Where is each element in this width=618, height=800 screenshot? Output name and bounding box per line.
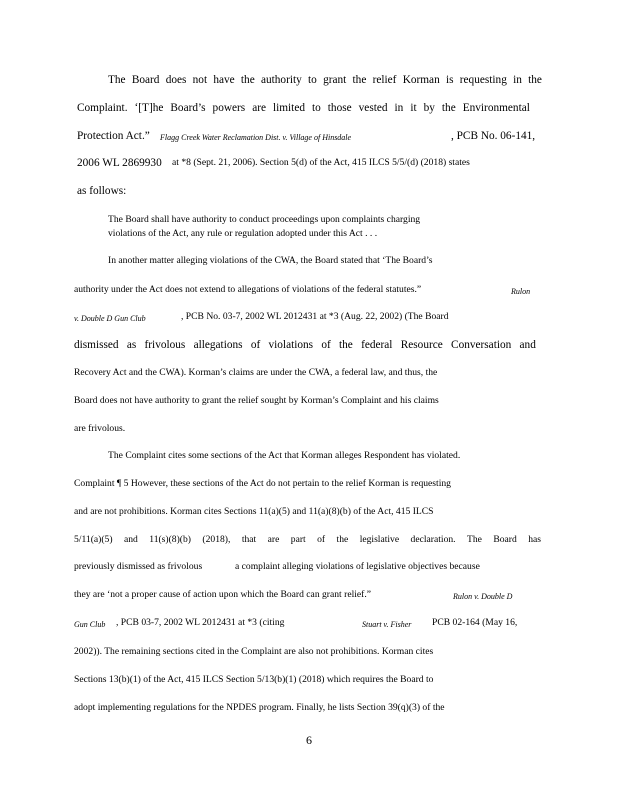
word: and: [123, 534, 138, 545]
word: powers: [212, 102, 246, 114]
p2-line3-end: , PCB No. 03-7, 2002 WL 2012431 at *3 (Aug. 22, 2002) (The Board: [181, 311, 449, 322]
word: legislative: [359, 534, 400, 545]
case-citation: Rulon v. Double D: [453, 592, 513, 601]
case-citation: Stuart v. Fisher: [362, 620, 412, 629]
p1-line1: [108, 73, 542, 87]
case-citation: Flagg Creek Water Reclamation Dist. v. Village of Hinsdale: [160, 133, 352, 142]
word: Board: [493, 534, 517, 545]
word: (2018),: [202, 534, 231, 545]
word: 5/11(a)(5): [74, 534, 113, 545]
p3-line2: Complaint ¶ 5 However, these sections of the Act do not pertain to the relief Korman is requesting: [74, 478, 451, 489]
p1-line4-start: 2006 WL 2869930: [77, 157, 162, 169]
word: The: [466, 534, 482, 545]
word: the: [352, 74, 367, 86]
p3-line4: [74, 533, 541, 547]
word: Complaint.: [77, 102, 128, 114]
word: the: [528, 74, 542, 86]
p3-line5-end: a complaint alleging violations of legislative objectives because: [235, 561, 480, 572]
block-quote-line1: The Board shall have authority to conduct proceedings upon complaints charging: [108, 214, 421, 225]
word: grant: [323, 74, 347, 86]
p2-line1: In another matter alleging violations of the CWA, the Board stated that ‘The Board’s: [108, 255, 433, 266]
word: that: [241, 534, 257, 545]
word: Board: [131, 74, 160, 86]
word: frivolous: [144, 339, 186, 351]
word: Resource: [400, 339, 443, 351]
word: not: [192, 74, 208, 86]
word: to: [312, 102, 321, 114]
word: have: [213, 74, 235, 86]
word: the: [336, 534, 349, 545]
word: those: [327, 102, 352, 114]
word: 11(s)(8)(b): [149, 534, 191, 545]
p1-line5: as follows:: [77, 185, 127, 197]
word: requesting: [459, 74, 507, 86]
p2-line2: authority under the Act does not extend to allegations of violations of the federal statutes.”: [74, 284, 422, 295]
p1-line2: [77, 101, 530, 115]
word: Environmental: [462, 102, 530, 114]
word: allegations: [193, 339, 243, 351]
word: of: [250, 339, 261, 351]
p3-line3: and are not prohibitions. Korman cites Sections 11(a)(5) and 11(a)(8)(b) of the Act, 415 ILCS: [74, 506, 434, 517]
case-citation: Gun Club: [74, 620, 106, 629]
word: of: [317, 534, 326, 545]
word: as: [126, 339, 137, 351]
word: federal: [361, 339, 393, 351]
word: does: [165, 74, 187, 86]
word: and: [519, 339, 536, 351]
p3-line7-end: PCB 02-164 (May 16,: [432, 617, 518, 628]
word: has: [528, 534, 541, 545]
word: by: [423, 102, 435, 114]
word: are: [267, 534, 280, 545]
word: authority: [260, 74, 302, 86]
word: dismissed: [74, 339, 119, 351]
word: of: [321, 339, 331, 351]
p3-line5-start: previously dismissed as frivolous: [74, 561, 203, 572]
p2-line6: Board does not have authority to grant the relief sought by Korman’s Complaint and his claims: [74, 395, 439, 406]
word: is: [445, 74, 454, 86]
page-number: 6: [306, 733, 312, 747]
word: violations: [268, 339, 314, 351]
word: The: [108, 74, 126, 86]
case-citation: Rulon: [511, 287, 531, 296]
p3-line9: Sections 13(b)(1) of the Act, 415 ILCS Section 5/13(b)(1) (2018) which requires the Board to: [74, 674, 434, 685]
p1-line3-start: Protection Act.”: [77, 130, 150, 142]
p3-line7-mid: , PCB 03-7, 2002 WL 2012431 at *3 (citing: [116, 617, 285, 628]
word: are: [252, 102, 266, 114]
word: ‘[T]he: [134, 102, 164, 114]
p3-line1: The Complaint cites some sections of the Act that Korman alleges Respondent has violated.: [108, 450, 461, 461]
word: it: [410, 102, 417, 114]
word: Conversation: [451, 339, 512, 351]
p1-line4-end: at *8 (Sept. 21, 2006). Section 5(d) of the Act, 415 ILCS 5/5/(d) (2018) states: [172, 157, 470, 168]
word: the: [240, 74, 255, 86]
p3-line10: adopt implementing regulations for the NPDES program. Finally, he lists Section 39(q)(3) of the: [74, 702, 445, 713]
p2-line5: Recovery Act and the CWA). Korman’s claims are under the CWA, a federal law, and thus, the: [74, 367, 438, 378]
p3-line8: 2002)). The remaining sections cited in the Complaint are also not prohibitions. Korman cites: [74, 646, 434, 657]
p1-line3-end: , PCB No. 06-141,: [451, 130, 536, 142]
p2-line7: are frivolous.: [74, 423, 126, 434]
word: Korman: [402, 74, 440, 86]
case-citation: v. Double D Gun Club: [74, 314, 146, 323]
word: relief: [372, 74, 397, 86]
p2-line4: [74, 338, 536, 352]
word: declaration.: [410, 534, 456, 545]
word: the: [441, 102, 456, 114]
word: Board’s: [170, 102, 206, 114]
word: in: [513, 74, 522, 86]
p3-line6: they are ‘not a proper cause of action upon which the Board can grant relief.”: [74, 589, 372, 600]
word: vested: [358, 102, 388, 114]
block-quote-line2: violations of the Act, any rule or regulation adopted under this Act . . .: [108, 228, 378, 239]
word: in: [394, 102, 404, 114]
word: the: [339, 339, 353, 351]
word: part: [290, 534, 306, 545]
word: limited: [272, 102, 305, 114]
word: to: [308, 74, 317, 86]
